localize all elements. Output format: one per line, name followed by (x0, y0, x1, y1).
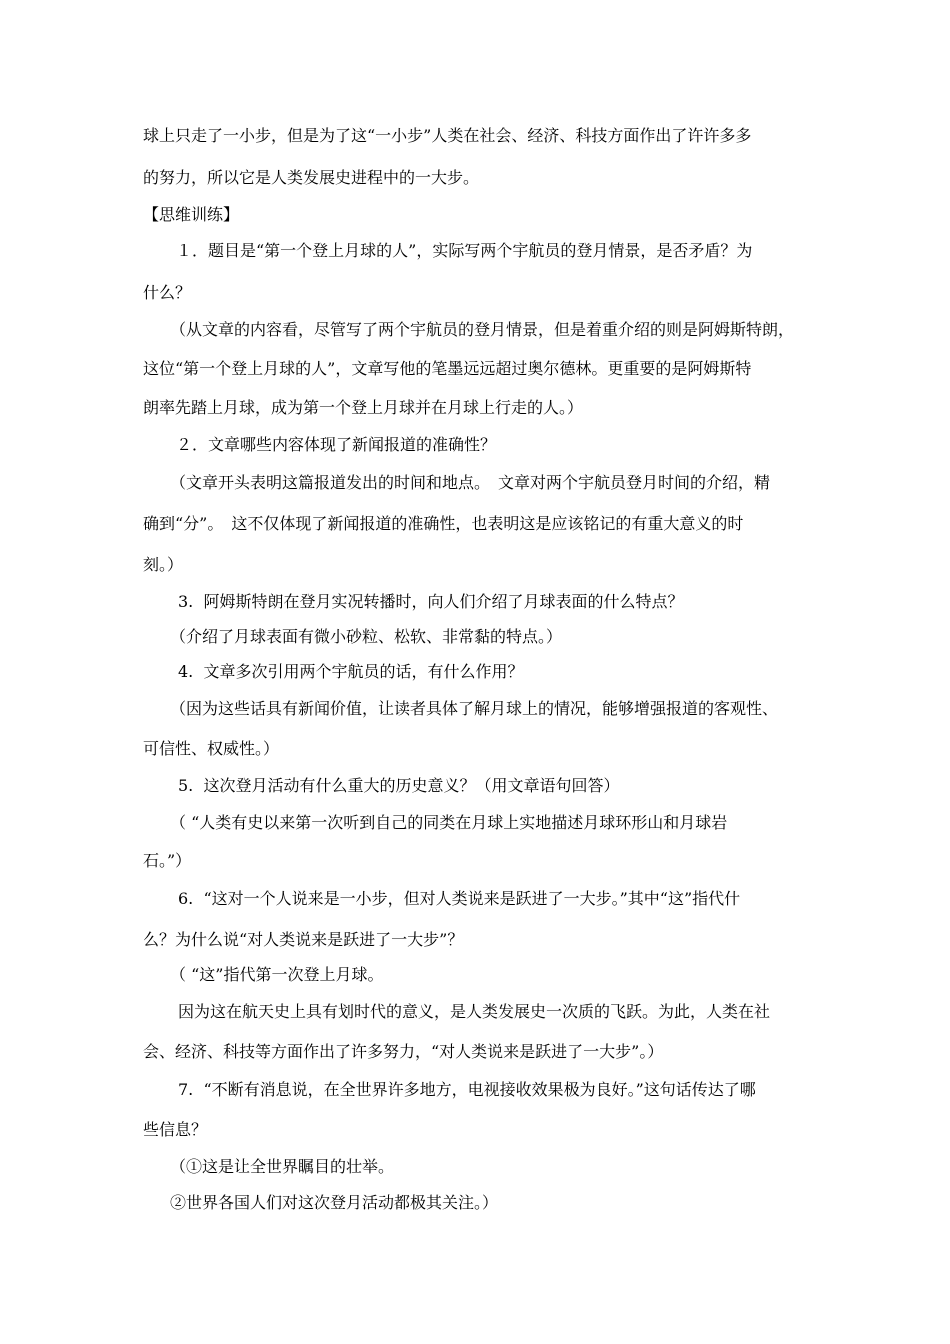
text-line: 这位“第一个登上月球的人”，文章写他的笔墨远远超过奥尔德林。更重要的是阿姆斯特 (143, 359, 752, 378)
answer-3: （介绍了月球表面有微小砂粒、松软、非常黏的特点。） (170, 627, 563, 646)
answer-2: （文章开头表明这篇报道发出的时间和地点。 文章对两个宇航员登月时间的介绍，精 (170, 473, 771, 492)
text-line: 会、经济、科技等方面作出了许多努力，“对人类说来是跃进了一大步”。） (143, 1042, 664, 1061)
text-line: 球上只走了一小步，但是为了这“一小步”人类在社会、经济、科技方面作出了许许多多 (143, 126, 752, 145)
text-line: 因为这在航天史上具有划时代的意义，是人类发展史一次质的飞跃。为此，人类在社 (178, 1002, 771, 1021)
text-line: ②世界各国人们对这次登月活动都极其关注。） (170, 1193, 499, 1212)
question-2: ２．文章哪些内容体现了新闻报道的准确性？ (176, 435, 497, 454)
answer-4: （因为这些话具有新闻价值，让读者具体了解月球上的情况，能够增强报道的客观性、 (170, 699, 779, 718)
text-line: 可信性、权威性。） (143, 739, 280, 758)
answer-1: （从文章的内容看，尽管写了两个宇航员的登月情景，但是着重介绍的则是阿姆斯特朗， (170, 320, 795, 339)
text-line: 朗率先踏上月球，成为第一个登上月球并在月球上行走的人。） (143, 398, 584, 417)
text-line: 刻。） (143, 555, 184, 574)
text-line: 的努力，所以它是人类发展史进程中的一大步。 (143, 168, 480, 187)
text-line: 石。”） (143, 851, 192, 870)
question-3: 3. 阿姆斯特朗在登月实况转播时，向人们介绍了月球表面的什么特点？ (178, 592, 684, 611)
answer-5: （ “人类有史以来第一次听到自己的同类在月球上实地描述月球环形山和月球岩 (170, 813, 728, 832)
text-line: 什么？ (143, 283, 192, 302)
question-4: 4. 文章多次引用两个宇航员的话，有什么作用？ (178, 662, 524, 681)
question-1: １．题目是“第一个登上月球的人”，实际写两个宇航员的登月情景，是否矛盾？为 (176, 241, 753, 260)
section-heading: 【思维训练】 (143, 205, 240, 224)
answer-6: （ “这”指代第一次登上月球。 (170, 965, 384, 984)
question-6: 6. “这对一个人说来是一小步，但对人类说来是跃进了一大步。”其中“这”指代什 (178, 889, 741, 908)
text-line: 确到“分”。 这不仅体现了新闻报道的准确性，也表明这是应该铭记的有重大意义的时 (143, 514, 744, 533)
text-line: 些信息？ (143, 1120, 208, 1139)
question-7: 7. “不断有消息说，在全世界许多地方，电视接收效果极为良好。”这句话传达了哪 (178, 1080, 756, 1099)
text-line: 么？为什么说“对人类说来是跃进了一大步”？ (143, 930, 464, 949)
answer-7: （①这是让全世界瞩目的壮举。 (170, 1157, 395, 1176)
question-5: 5. 这次登月活动有什么重大的历史意义？（用文章语句回答） (178, 776, 620, 795)
